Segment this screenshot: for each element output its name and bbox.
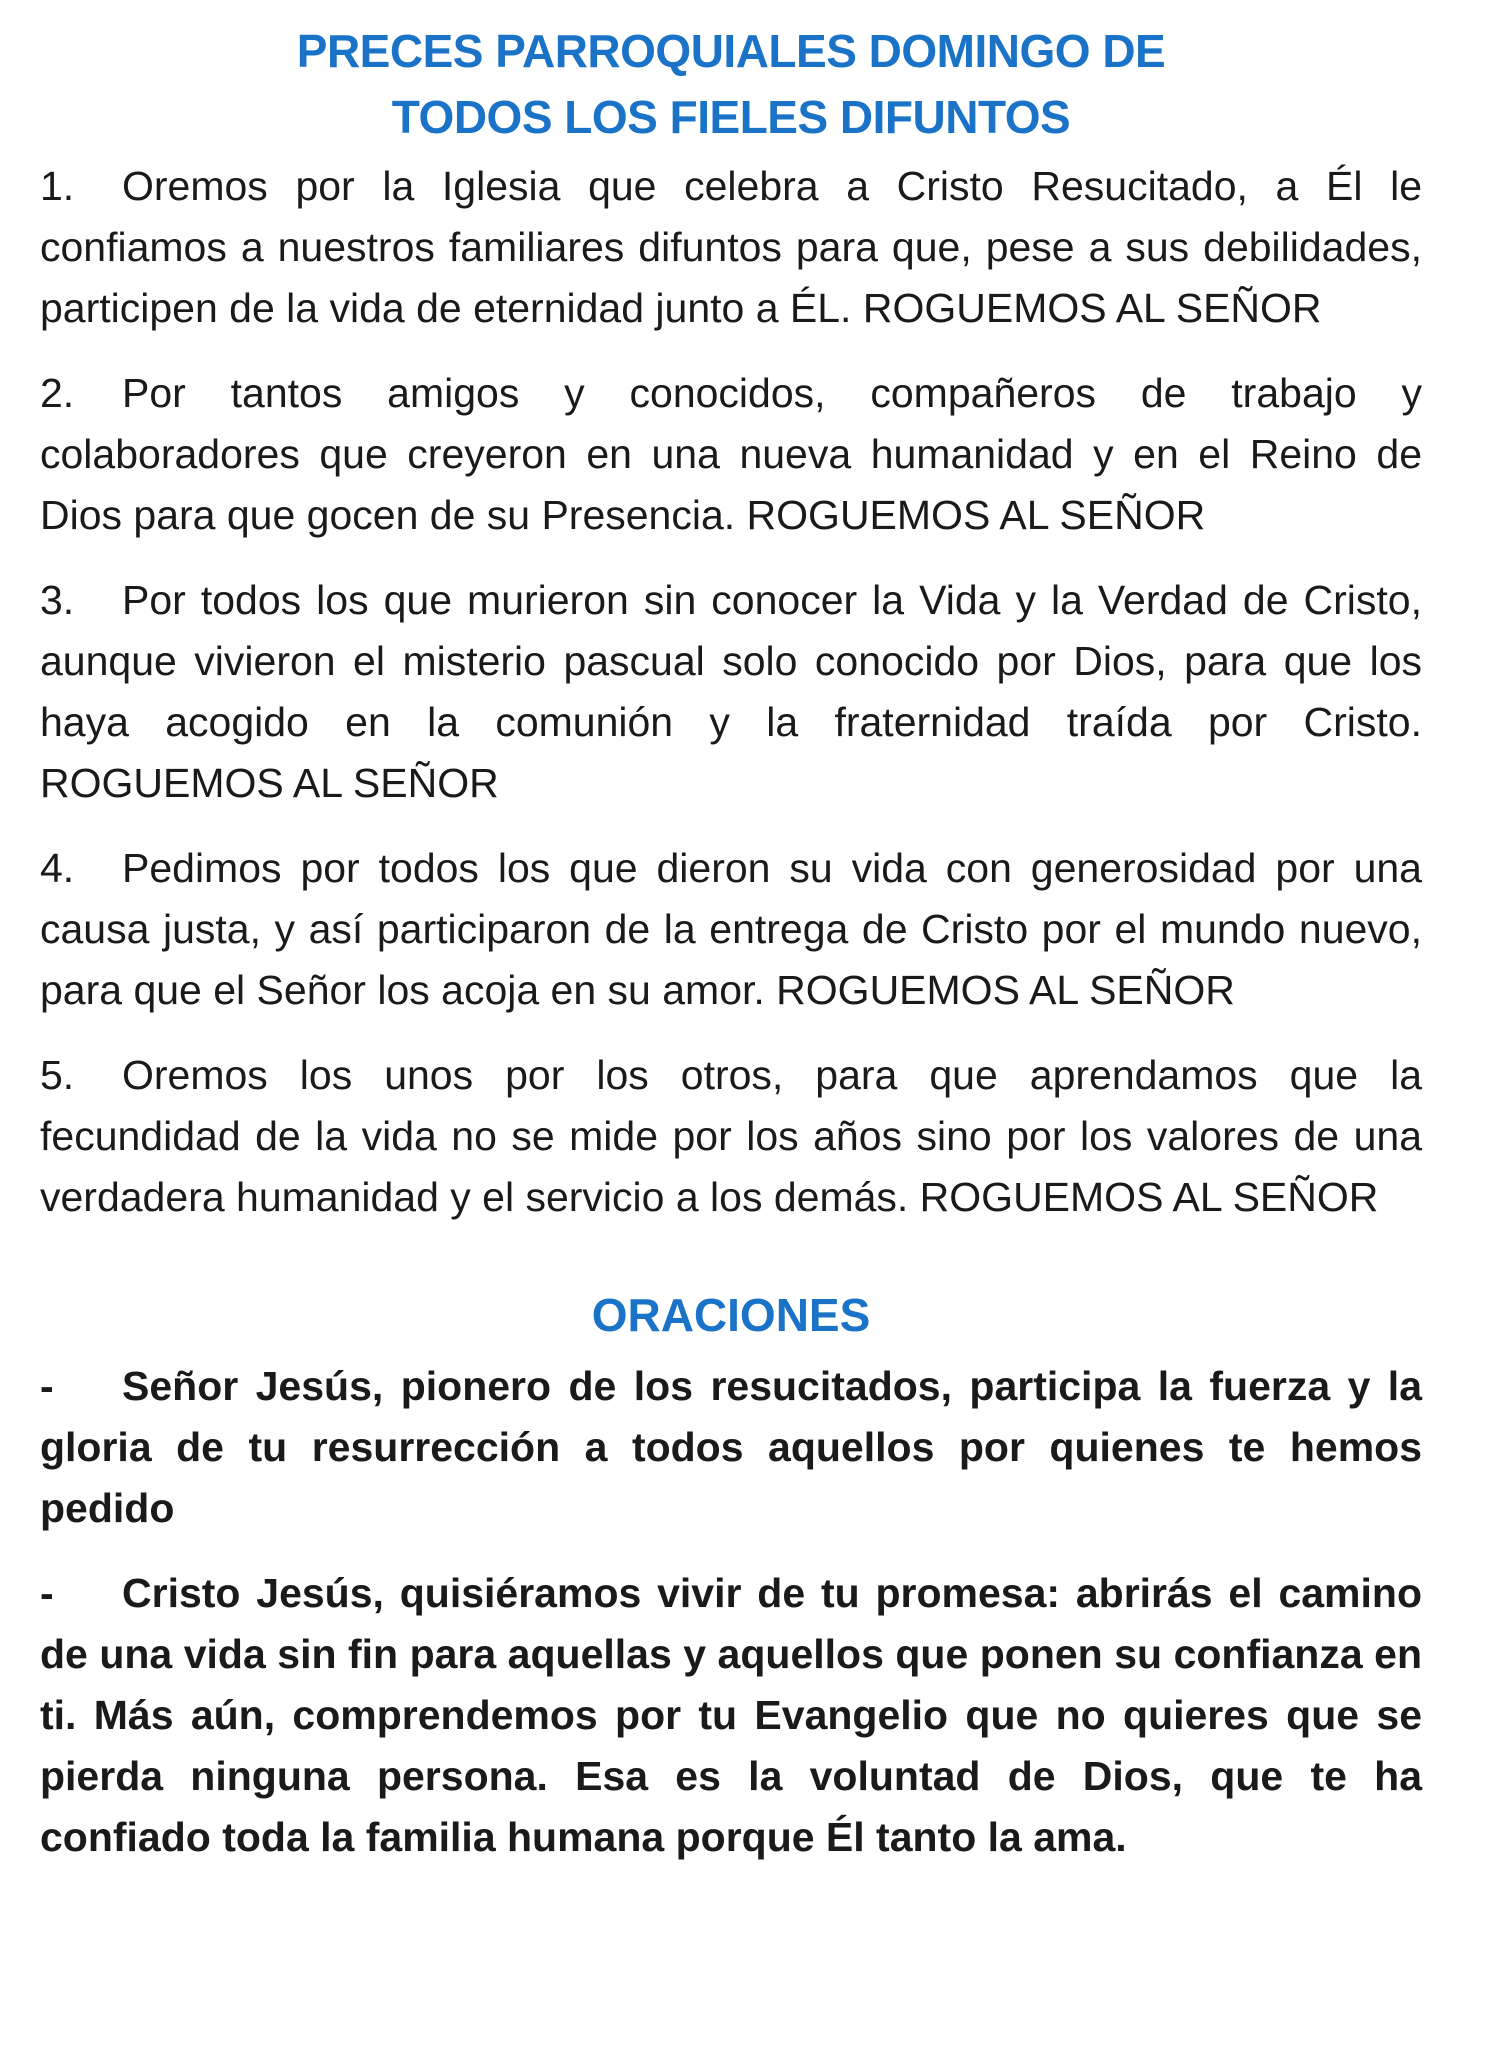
prece-number: 4. (40, 845, 75, 891)
oracion-item-2 (40, 1563, 1422, 1868)
title-line-2: TODOS LOS FIELES DIFUNTOS (391, 91, 1071, 143)
prece-text: Por tantos amigos y conocidos, compañeros de trabajo y colaboradores que creyeron en una nueva humanidad y en el Reino de Dios para que gocen de su Presencia. ROGUEMOS AL SEÑOR (40, 370, 1422, 538)
preces-list (40, 156, 1422, 1228)
oracion-text: Señor Jesús, pionero de los resucitados, participa la fuerza y la gloria de tu resurrección a todos aquellos por quienes te hemos pedido (40, 1363, 1422, 1531)
page-title (40, 18, 1422, 150)
oracion-marker: - (40, 1363, 54, 1409)
prece-item-1 (40, 156, 1422, 339)
prece-item-4 (40, 838, 1422, 1021)
prece-text: Pedimos por todos los que dieron su vida con generosidad por una causa justa, y así participaron de la entrega de Cristo por el mundo nuevo, para que el Señor los acoja en su amor. ROGUEMOS AL SEÑOR (40, 845, 1422, 1013)
prece-number: 3. (40, 577, 75, 623)
oracion-text: Cristo Jesús, quisiéramos vivir de tu promesa: abrirás el camino de una vida sin fin para aquellas y aquellos que ponen su confianza en ti. Más aún, comprendemos por tu Evangelio que no quieres que se pierda ninguna persona. Esa es la voluntad de Dios, que te ha confiado toda la familia humana porque Él tanto la ama. (40, 1570, 1422, 1860)
prece-text: Oremos por la Iglesia que celebra a Cristo Resucitado, a Él le confiamos a nuestros familiares difuntos para que, pese a sus debilidades, participen de la vida de eternidad junto a ÉL. ROGUEMOS AL SEÑOR (40, 163, 1422, 331)
prece-item-2 (40, 363, 1422, 546)
oraciones-list (40, 1356, 1422, 1868)
oracion-marker: - (40, 1570, 54, 1616)
document-page (40, 18, 1422, 1868)
title-line-1: PRECES PARROQUIALES DOMINGO DE (296, 25, 1166, 77)
oraciones-heading: ORACIONES (591, 1289, 871, 1341)
prece-text: Por todos los que murieron sin conocer la Vida y la Verdad de Cristo, aunque vivieron el misterio pascual solo conocido por Dios, para que los haya acogido en la comunión y la fraternidad traída por Cristo. ROGUEMOS AL SEÑOR (40, 577, 1422, 806)
prece-number: 1. (40, 163, 75, 209)
prece-item-3 (40, 570, 1422, 814)
prece-text: Oremos los unos por los otros, para que aprendamos que la fecundidad de la vida no se mide por los años sino por los valores de una verdadera humanidad y el servicio a los demás. ROGUEMOS AL SEÑOR (40, 1052, 1422, 1220)
prece-number: 5. (40, 1052, 75, 1098)
oracion-item-1 (40, 1356, 1422, 1539)
prece-number: 2. (40, 370, 75, 416)
prece-item-5 (40, 1045, 1422, 1228)
